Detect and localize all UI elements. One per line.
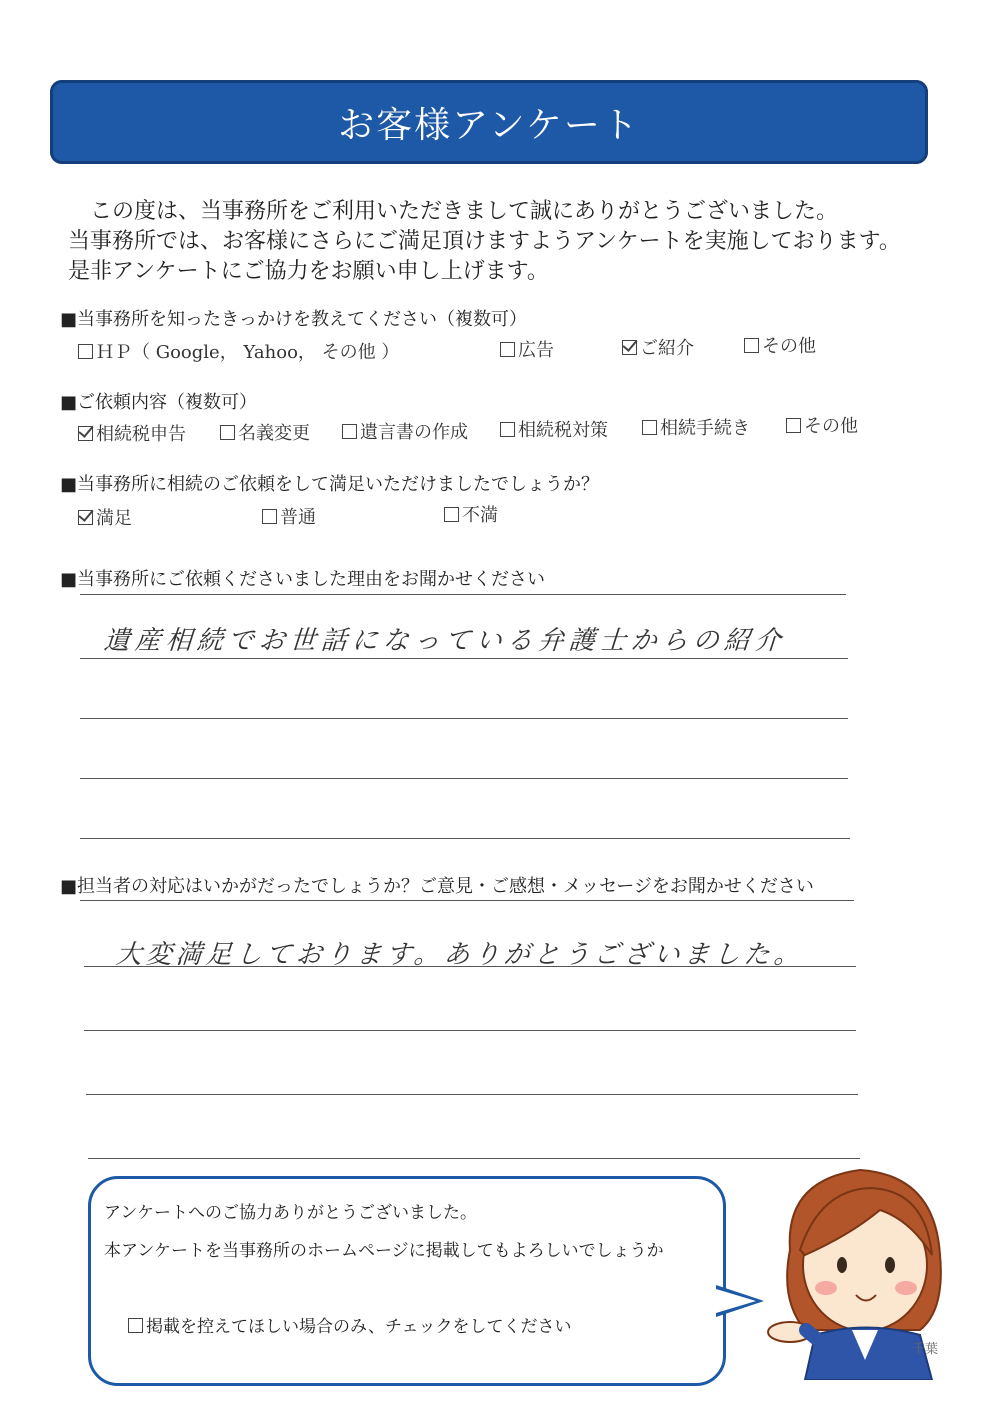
checkbox-checked[interactable] — [78, 426, 93, 441]
footer-thanks: アンケートへのご協力ありがとうございました。 — [104, 1203, 477, 1223]
q5-handwritten-answer[interactable]: 大変満足しております。ありがとうございました。 — [114, 940, 805, 970]
answer-rule — [80, 658, 848, 659]
checkbox[interactable] — [262, 509, 277, 524]
q2-option-tax-planning[interactable]: 相続税対策 — [500, 416, 608, 442]
q1-option-referral[interactable]: ご紹介 — [622, 334, 694, 360]
checkbox[interactable] — [342, 424, 357, 439]
answer-rule — [80, 778, 848, 779]
q1-option-hp[interactable]: ＨＰ（ Google， Yahoo， その他 ） — [78, 338, 399, 364]
q1-option-ad[interactable]: 広告 — [500, 336, 554, 362]
answer-rule — [88, 1158, 860, 1159]
q2-option-tax-return[interactable]: 相続税申告 — [78, 420, 186, 446]
title-banner — [50, 80, 928, 164]
q2-option-other[interactable]: その他 — [786, 412, 858, 438]
checkbox[interactable] — [642, 420, 657, 435]
answer-rule — [80, 838, 850, 839]
checkbox[interactable] — [786, 418, 801, 433]
checkbox[interactable] — [500, 422, 515, 437]
q2-option-will[interactable]: 遺言書の作成 — [342, 418, 468, 444]
answer-rule — [86, 1094, 858, 1095]
q3-heading: ■当事務所に相続のご依頼をして満足いただけましたでしょうか？ — [60, 474, 600, 495]
answer-rule — [84, 1030, 856, 1031]
checkbox[interactable] — [78, 344, 93, 359]
q5-heading: ■担当者の対応はいかがだったでしょうか？ご意見・ご感想・メッセージをお聞かせください — [60, 876, 814, 897]
answer-rule — [80, 900, 854, 901]
bubble-tail-inner — [716, 1289, 756, 1313]
q2-option-procedures[interactable]: 相続手続き — [642, 414, 750, 440]
q3-option-satisfied[interactable]: 満足 — [78, 504, 132, 530]
footer-opt-out[interactable]: 掲載を控えてほしい場合のみ、チェックをしてください — [128, 1312, 572, 1337]
checkbox-checked[interactable] — [78, 510, 93, 525]
opt-out-checkbox[interactable] — [128, 1318, 143, 1333]
answer-rule — [84, 966, 856, 967]
location-label: 千葉 — [912, 1342, 939, 1357]
intro-line-1: この度は、当事務所をご利用いただきまして誠にありがとうございました。 — [90, 199, 839, 224]
checkbox[interactable] — [500, 342, 515, 357]
intro-line-2: 当事務所では、お客様にさらにご満足頂けますようアンケートを実施しております。 — [68, 229, 901, 254]
q1-heading: ■当事務所を知ったきっかけを教えてください（複数可） — [60, 309, 528, 330]
q4-heading: ■当事務所にご依頼くださいました理由をお聞かせください — [60, 569, 546, 590]
q4-handwritten-answer[interactable]: 遺産相続でお世話になっている弁護士からの紹介 — [102, 626, 787, 656]
q2-heading: ■ご依頼内容（複数可） — [60, 392, 258, 413]
q2-option-name-change[interactable]: 名義変更 — [220, 419, 310, 445]
checkbox[interactable] — [444, 507, 459, 522]
checkbox-checked[interactable] — [622, 340, 637, 355]
checkbox[interactable] — [220, 425, 235, 440]
footer-question: 本アンケートを当事務所のホームページに掲載してもよろしいでしょうか — [104, 1241, 664, 1261]
q3-option-average[interactable]: 普通 — [262, 503, 316, 529]
page-title: お客様アンケート — [338, 104, 640, 146]
q1-option-other[interactable]: その他 — [744, 332, 816, 358]
answer-rule — [80, 594, 846, 595]
checkbox[interactable] — [744, 338, 759, 353]
q3-option-dissatisfied[interactable]: 不満 — [444, 501, 498, 527]
answer-rule — [80, 718, 848, 719]
intro-line-3: 是非アンケートにご協力をお願い申し上げます。 — [68, 259, 549, 284]
